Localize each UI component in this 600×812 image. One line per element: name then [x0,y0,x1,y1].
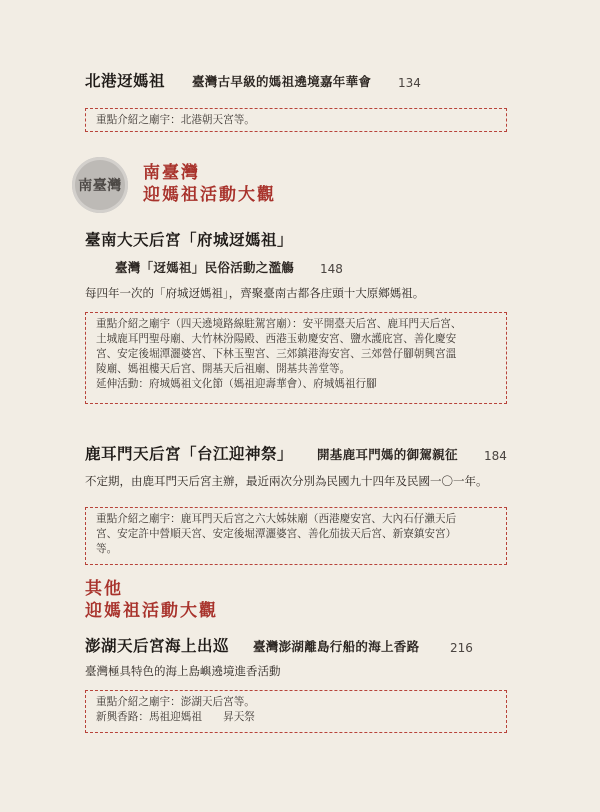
box-line: 宮、安定後堀潭灑婆宮、下林玉聖宮、三郊鎮港海安宮、三郊營仔腳朝興宮溫 [96,348,457,360]
entry-subtitle-row [192,71,371,90]
entry-page-number: 184 [484,449,507,463]
box-line: 陵廟、媽祖樓天后宮、開基天后祖廟、開基共善堂等。 [96,363,351,375]
entry-page-row [484,445,507,464]
entry-subtitle: 臺灣「迓媽祖」民俗活動之濫觴 [115,260,295,275]
box-line: 新興香路：馬祖迎媽祖 昇天祭 [96,711,255,723]
entry-subtitle: 開基鹿耳門媽的御駕親征 [317,447,458,462]
entry-page-number: 216 [450,641,473,655]
entry-title: 北港迓媽祖 [85,72,166,90]
section-heading-line: 其他 [85,579,123,599]
entry-subtitle: 臺灣澎湖離島行船的海上香路 [253,639,420,654]
section-heading-line: 迎媽祖活動大觀 [85,601,218,621]
entry-subtitle-row [317,444,458,463]
temple-box [85,507,507,565]
entry-page-row [398,72,421,91]
entry-page-row [450,637,473,656]
box-line: 重點介紹之廟宇：北港朝天宮等。 [96,114,255,126]
entry-page-number: 148 [320,262,343,276]
entry-description: 每四年一次的「府城迓媽祖」，齊聚臺南古都各庄頭十大原鄉媽祖。 [85,286,425,300]
section-heading-line: 南臺灣 [143,163,200,183]
entry-title: 澎湖天后宮海上出巡 [85,637,230,655]
entry-header [85,69,165,91]
box-line: 重點介紹之廟宇：鹿耳門天后宮之六大姊妹廟（西港慶安宮、大內石仔瀨天后 [96,513,457,525]
entry-page-row [320,258,343,277]
entry-subtitle-row [253,636,419,655]
section-heading [143,162,276,206]
entry-header [85,634,229,656]
box-line: 重點介紹之廟宇：澎湖天后宮等。 [96,696,255,708]
box-line: 宮、安定許中營順天宮、安定後堀潭灑婆宮、善化茄拔天后宮、新寮鎮安宮） [96,528,457,540]
entry-subtitle: 臺灣古早級的媽祖遶境嘉年華會 [192,74,372,89]
box-line: 延伸活動：府城媽祖文化節（媽祖迎壽華會）、府城媽祖行腳 [96,378,377,390]
section-badge-label: 南臺灣 [78,178,122,194]
section-badge [72,157,128,213]
temple-box [85,312,507,404]
entry-description: 不定期，由鹿耳門天后宮主辦，最近兩次分別為民國九十四年及民國一〇一年。 [85,474,488,488]
entry-header [85,228,293,250]
temple-box [85,108,507,132]
entry-description: 臺灣極具特色的海上島嶼遶境進香活動 [85,664,281,678]
box-line: 土城鹿耳門聖母廟、大竹林汾陽殿、西港玉勅慶安宮、鹽水護庇宮、善化慶安 [96,333,457,345]
section-heading [85,578,218,622]
entry-page-number: 134 [398,76,421,90]
entry-title: 鹿耳門天后宮「台江迎神祭」 [85,445,294,463]
temple-box [85,690,507,733]
section-heading-line: 迎媽祖活動大觀 [143,185,276,205]
box-line: 等。 [96,543,118,555]
entry-title: 臺南大天后宮「府城迓媽祖」 [85,231,294,249]
box-line: 重點介紹之廟宇（四天遶境路線駐駕宮廟）：安平開臺天后宮、鹿耳門天后宮、 [96,318,462,330]
entry-header [85,442,293,464]
entry-subtitle-row [115,257,294,276]
